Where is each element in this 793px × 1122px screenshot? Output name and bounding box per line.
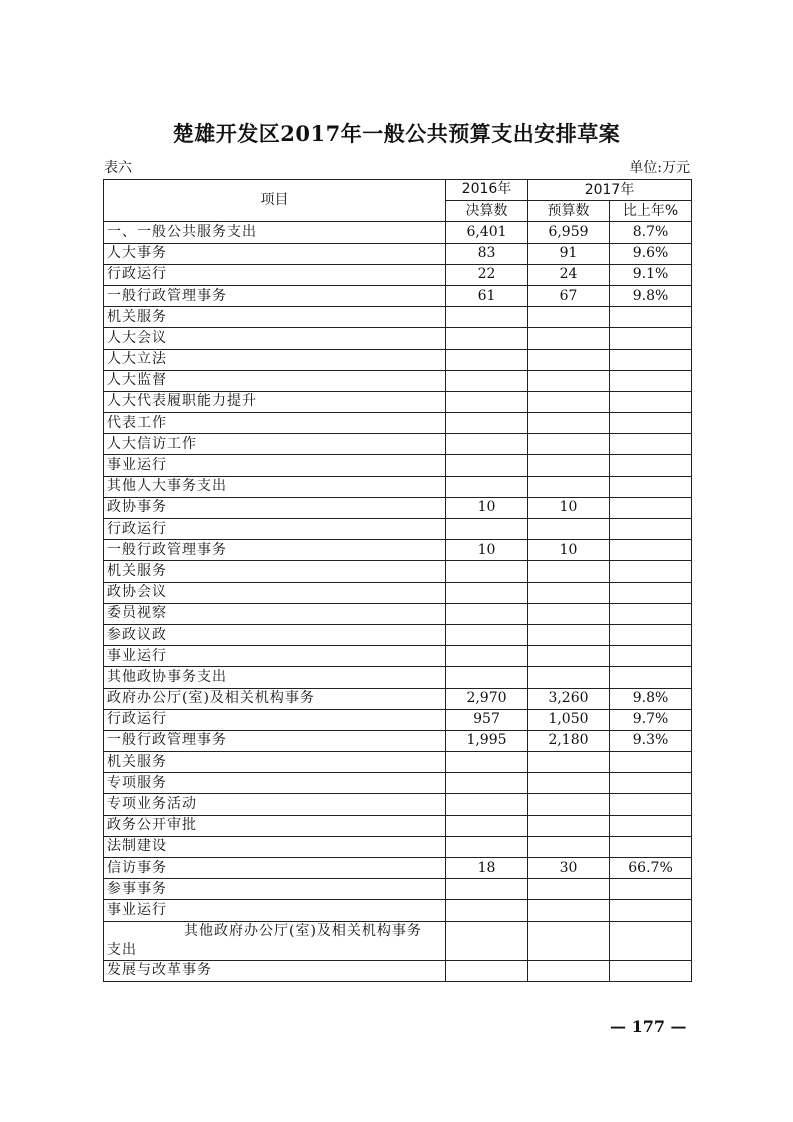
table-row xyxy=(104,921,692,960)
row-item-name: 法制建设 xyxy=(104,836,446,857)
row-change-pct xyxy=(610,391,692,412)
row-change-pct xyxy=(610,413,692,434)
table-row xyxy=(104,455,692,476)
row-change-pct xyxy=(610,879,692,900)
row-item-name: 事业运行 xyxy=(104,900,446,921)
row-2016-actual xyxy=(446,307,528,328)
row-2016-actual xyxy=(446,624,528,645)
row-change-pct: 9.7% xyxy=(610,709,692,730)
table-row xyxy=(104,794,692,815)
row-item-name: 一、一般公共服务支出 xyxy=(104,222,446,243)
row-2016-actual xyxy=(446,561,528,582)
row-2016-actual: 61 xyxy=(446,285,528,306)
row-change-pct xyxy=(610,455,692,476)
row-change-pct: 9.6% xyxy=(610,243,692,264)
row-change-pct: 9.3% xyxy=(610,730,692,751)
row-2017-budget: 2,180 xyxy=(528,730,610,751)
row-2017-budget xyxy=(528,836,610,857)
row-2016-actual xyxy=(446,476,528,497)
row-2016-actual xyxy=(446,391,528,412)
row-2017-budget xyxy=(528,646,610,667)
row-change-pct xyxy=(610,921,692,960)
table-row xyxy=(104,561,692,582)
row-change-pct xyxy=(610,794,692,815)
row-item-name: 行政运行 xyxy=(104,709,446,730)
table-row xyxy=(104,519,692,540)
row-item-name: 委员视察 xyxy=(104,603,446,624)
row-2017-budget xyxy=(528,603,610,624)
row-2017-budget: 1,050 xyxy=(528,709,610,730)
row-2017-budget xyxy=(528,773,610,794)
row-2016-actual: 10 xyxy=(446,497,528,518)
row-item-name-line2: 支出 xyxy=(107,941,137,958)
row-change-pct xyxy=(610,519,692,540)
row-item-name: 人大会议 xyxy=(104,328,446,349)
row-2016-actual xyxy=(446,349,528,370)
table-row xyxy=(104,328,692,349)
row-2017-budget xyxy=(528,455,610,476)
row-2016-actual xyxy=(446,370,528,391)
table-row xyxy=(104,222,692,243)
row-item-name: 其他政协事务支出 xyxy=(104,667,446,688)
row-item-name: 事业运行 xyxy=(104,646,446,667)
row-item-name: 一般行政管理事务 xyxy=(104,540,446,561)
row-change-pct xyxy=(610,476,692,497)
row-change-pct xyxy=(610,815,692,836)
row-change-pct xyxy=(610,646,692,667)
document-title: 楚雄开发区2017年一般公共预算支出安排草案 xyxy=(172,121,621,146)
row-2016-actual xyxy=(446,773,528,794)
table-row xyxy=(104,476,692,497)
row-2017-budget xyxy=(528,391,610,412)
header-2017-budget: 预算数 xyxy=(528,201,610,222)
row-item-name: 人大立法 xyxy=(104,349,446,370)
row-2017-budget xyxy=(528,328,610,349)
header-2016-actual: 决算数 xyxy=(446,201,528,222)
row-2016-actual: 22 xyxy=(446,264,528,285)
table-row xyxy=(104,709,692,730)
row-item-name: 信访事务 xyxy=(104,858,446,879)
row-2017-budget: 30 xyxy=(528,858,610,879)
row-2016-actual: 2,970 xyxy=(446,688,528,709)
row-2016-actual xyxy=(446,646,528,667)
row-item-name: 人大监督 xyxy=(104,370,446,391)
row-item-name: 机关服务 xyxy=(104,561,446,582)
row-item-name: 专项业务活动 xyxy=(104,794,446,815)
row-change-pct xyxy=(610,561,692,582)
row-2017-budget xyxy=(528,794,610,815)
table-row xyxy=(104,603,692,624)
table-row xyxy=(104,370,692,391)
table-row xyxy=(104,307,692,328)
row-2016-actual xyxy=(446,960,528,981)
row-change-pct xyxy=(610,836,692,857)
table-row xyxy=(104,413,692,434)
row-change-pct: 9.8% xyxy=(610,285,692,306)
table-label: 表六 xyxy=(104,160,132,176)
header-item: 项目 xyxy=(104,180,446,222)
row-item-name: 人大事务 xyxy=(104,243,446,264)
page-number: — 177 — xyxy=(610,1017,687,1036)
row-2016-actual xyxy=(446,752,528,773)
row-2017-budget xyxy=(528,960,610,981)
row-item-name: 一般行政管理事务 xyxy=(104,285,446,306)
row-item-name: 行政运行 xyxy=(104,519,446,540)
row-change-pct xyxy=(610,307,692,328)
table-row xyxy=(104,540,692,561)
row-2017-budget xyxy=(528,921,610,960)
header-2016: 2016年 xyxy=(446,180,528,201)
row-item-name: 参事事务 xyxy=(104,879,446,900)
row-change-pct xyxy=(610,497,692,518)
table-row xyxy=(104,667,692,688)
row-item-name: 其他人大事务支出 xyxy=(104,476,446,497)
row-2017-budget xyxy=(528,667,610,688)
row-2016-actual xyxy=(446,519,528,540)
row-2016-actual xyxy=(446,328,528,349)
row-2017-budget xyxy=(528,307,610,328)
table-row xyxy=(104,391,692,412)
row-2017-budget: 24 xyxy=(528,264,610,285)
row-2016-actual: 18 xyxy=(446,858,528,879)
row-2017-budget xyxy=(528,413,610,434)
row-2016-actual: 83 xyxy=(446,243,528,264)
row-item-name: 事业运行 xyxy=(104,455,446,476)
budget-table xyxy=(103,179,692,982)
row-change-pct xyxy=(610,603,692,624)
table-row xyxy=(104,752,692,773)
row-change-pct xyxy=(610,960,692,981)
row-2017-budget xyxy=(528,434,610,455)
row-item-name: 政协会议 xyxy=(104,582,446,603)
row-2016-actual xyxy=(446,815,528,836)
row-change-pct xyxy=(610,624,692,645)
row-change-pct xyxy=(610,370,692,391)
row-2016-actual: 6,401 xyxy=(446,222,528,243)
row-item-name: 人大代表履职能力提升 xyxy=(104,391,446,412)
row-change-pct xyxy=(610,434,692,455)
row-2017-budget xyxy=(528,582,610,603)
table-row xyxy=(104,730,692,751)
row-2017-budget xyxy=(528,879,610,900)
row-change-pct xyxy=(610,752,692,773)
row-2016-actual xyxy=(446,455,528,476)
row-2016-actual xyxy=(446,603,528,624)
row-2017-budget: 3,260 xyxy=(528,688,610,709)
row-change-pct xyxy=(610,667,692,688)
row-2017-budget: 91 xyxy=(528,243,610,264)
row-item-name: 人大信访工作 xyxy=(104,434,446,455)
row-2017-budget xyxy=(528,561,610,582)
row-item-name: 一般行政管理事务 xyxy=(104,730,446,751)
table-header xyxy=(104,180,692,222)
row-change-pct: 66.7% xyxy=(610,858,692,879)
table-row xyxy=(104,960,692,981)
row-2016-actual xyxy=(446,667,528,688)
row-item-name xyxy=(104,921,446,960)
row-2017-budget xyxy=(528,349,610,370)
row-2016-actual: 957 xyxy=(446,709,528,730)
table-body xyxy=(104,222,692,981)
table-row xyxy=(104,582,692,603)
table-row xyxy=(104,646,692,667)
row-2017-budget xyxy=(528,900,610,921)
row-2016-actual: 10 xyxy=(446,540,528,561)
header-2017: 2017年 xyxy=(528,180,692,201)
row-2016-actual xyxy=(446,582,528,603)
row-change-pct xyxy=(610,582,692,603)
table-row xyxy=(104,624,692,645)
row-2017-budget xyxy=(528,815,610,836)
row-item-name: 机关服务 xyxy=(104,752,446,773)
row-item-name: 行政运行 xyxy=(104,264,446,285)
table-row xyxy=(104,815,692,836)
row-item-name: 机关服务 xyxy=(104,307,446,328)
row-item-name: 参政议政 xyxy=(104,624,446,645)
row-item-name: 政府办公厅(室)及相关机构事务 xyxy=(104,688,446,709)
table-row xyxy=(104,858,692,879)
row-2016-actual xyxy=(446,921,528,960)
row-2016-actual xyxy=(446,434,528,455)
row-2017-budget xyxy=(528,624,610,645)
row-2016-actual xyxy=(446,879,528,900)
header-2017-change: 比上年% xyxy=(610,201,692,222)
row-2017-budget xyxy=(528,752,610,773)
table-row xyxy=(104,497,692,518)
row-item-name: 代表工作 xyxy=(104,413,446,434)
table-row xyxy=(104,773,692,794)
row-2017-budget xyxy=(528,519,610,540)
row-change-pct: 9.8% xyxy=(610,688,692,709)
row-item-name: 发展与改革事务 xyxy=(104,960,446,981)
table-row xyxy=(104,349,692,370)
row-2017-budget: 10 xyxy=(528,497,610,518)
row-change-pct xyxy=(610,349,692,370)
row-item-name: 专项服务 xyxy=(104,773,446,794)
row-change-pct: 8.7% xyxy=(610,222,692,243)
row-2017-budget xyxy=(528,370,610,391)
row-2016-actual xyxy=(446,413,528,434)
row-item-name: 政协事务 xyxy=(104,497,446,518)
row-change-pct: 9.1% xyxy=(610,264,692,285)
row-change-pct xyxy=(610,900,692,921)
table-row xyxy=(104,264,692,285)
row-2016-actual: 1,995 xyxy=(446,730,528,751)
table-row xyxy=(104,900,692,921)
row-item-name-line1: 其他政府办公厅(室)及相关机构事务 xyxy=(184,922,422,939)
row-2017-budget xyxy=(528,476,610,497)
row-change-pct xyxy=(610,328,692,349)
table-row xyxy=(104,434,692,455)
table-row xyxy=(104,285,692,306)
row-2016-actual xyxy=(446,900,528,921)
row-item-name: 政务公开审批 xyxy=(104,815,446,836)
row-2016-actual xyxy=(446,836,528,857)
table-row xyxy=(104,243,692,264)
row-change-pct xyxy=(610,773,692,794)
unit-label: 单位:万元 xyxy=(629,160,690,176)
table-row xyxy=(104,688,692,709)
row-change-pct xyxy=(610,540,692,561)
row-2017-budget: 6,959 xyxy=(528,222,610,243)
row-2016-actual xyxy=(446,794,528,815)
table-row xyxy=(104,836,692,857)
table-row xyxy=(104,879,692,900)
row-2017-budget: 67 xyxy=(528,285,610,306)
row-2017-budget: 10 xyxy=(528,540,610,561)
